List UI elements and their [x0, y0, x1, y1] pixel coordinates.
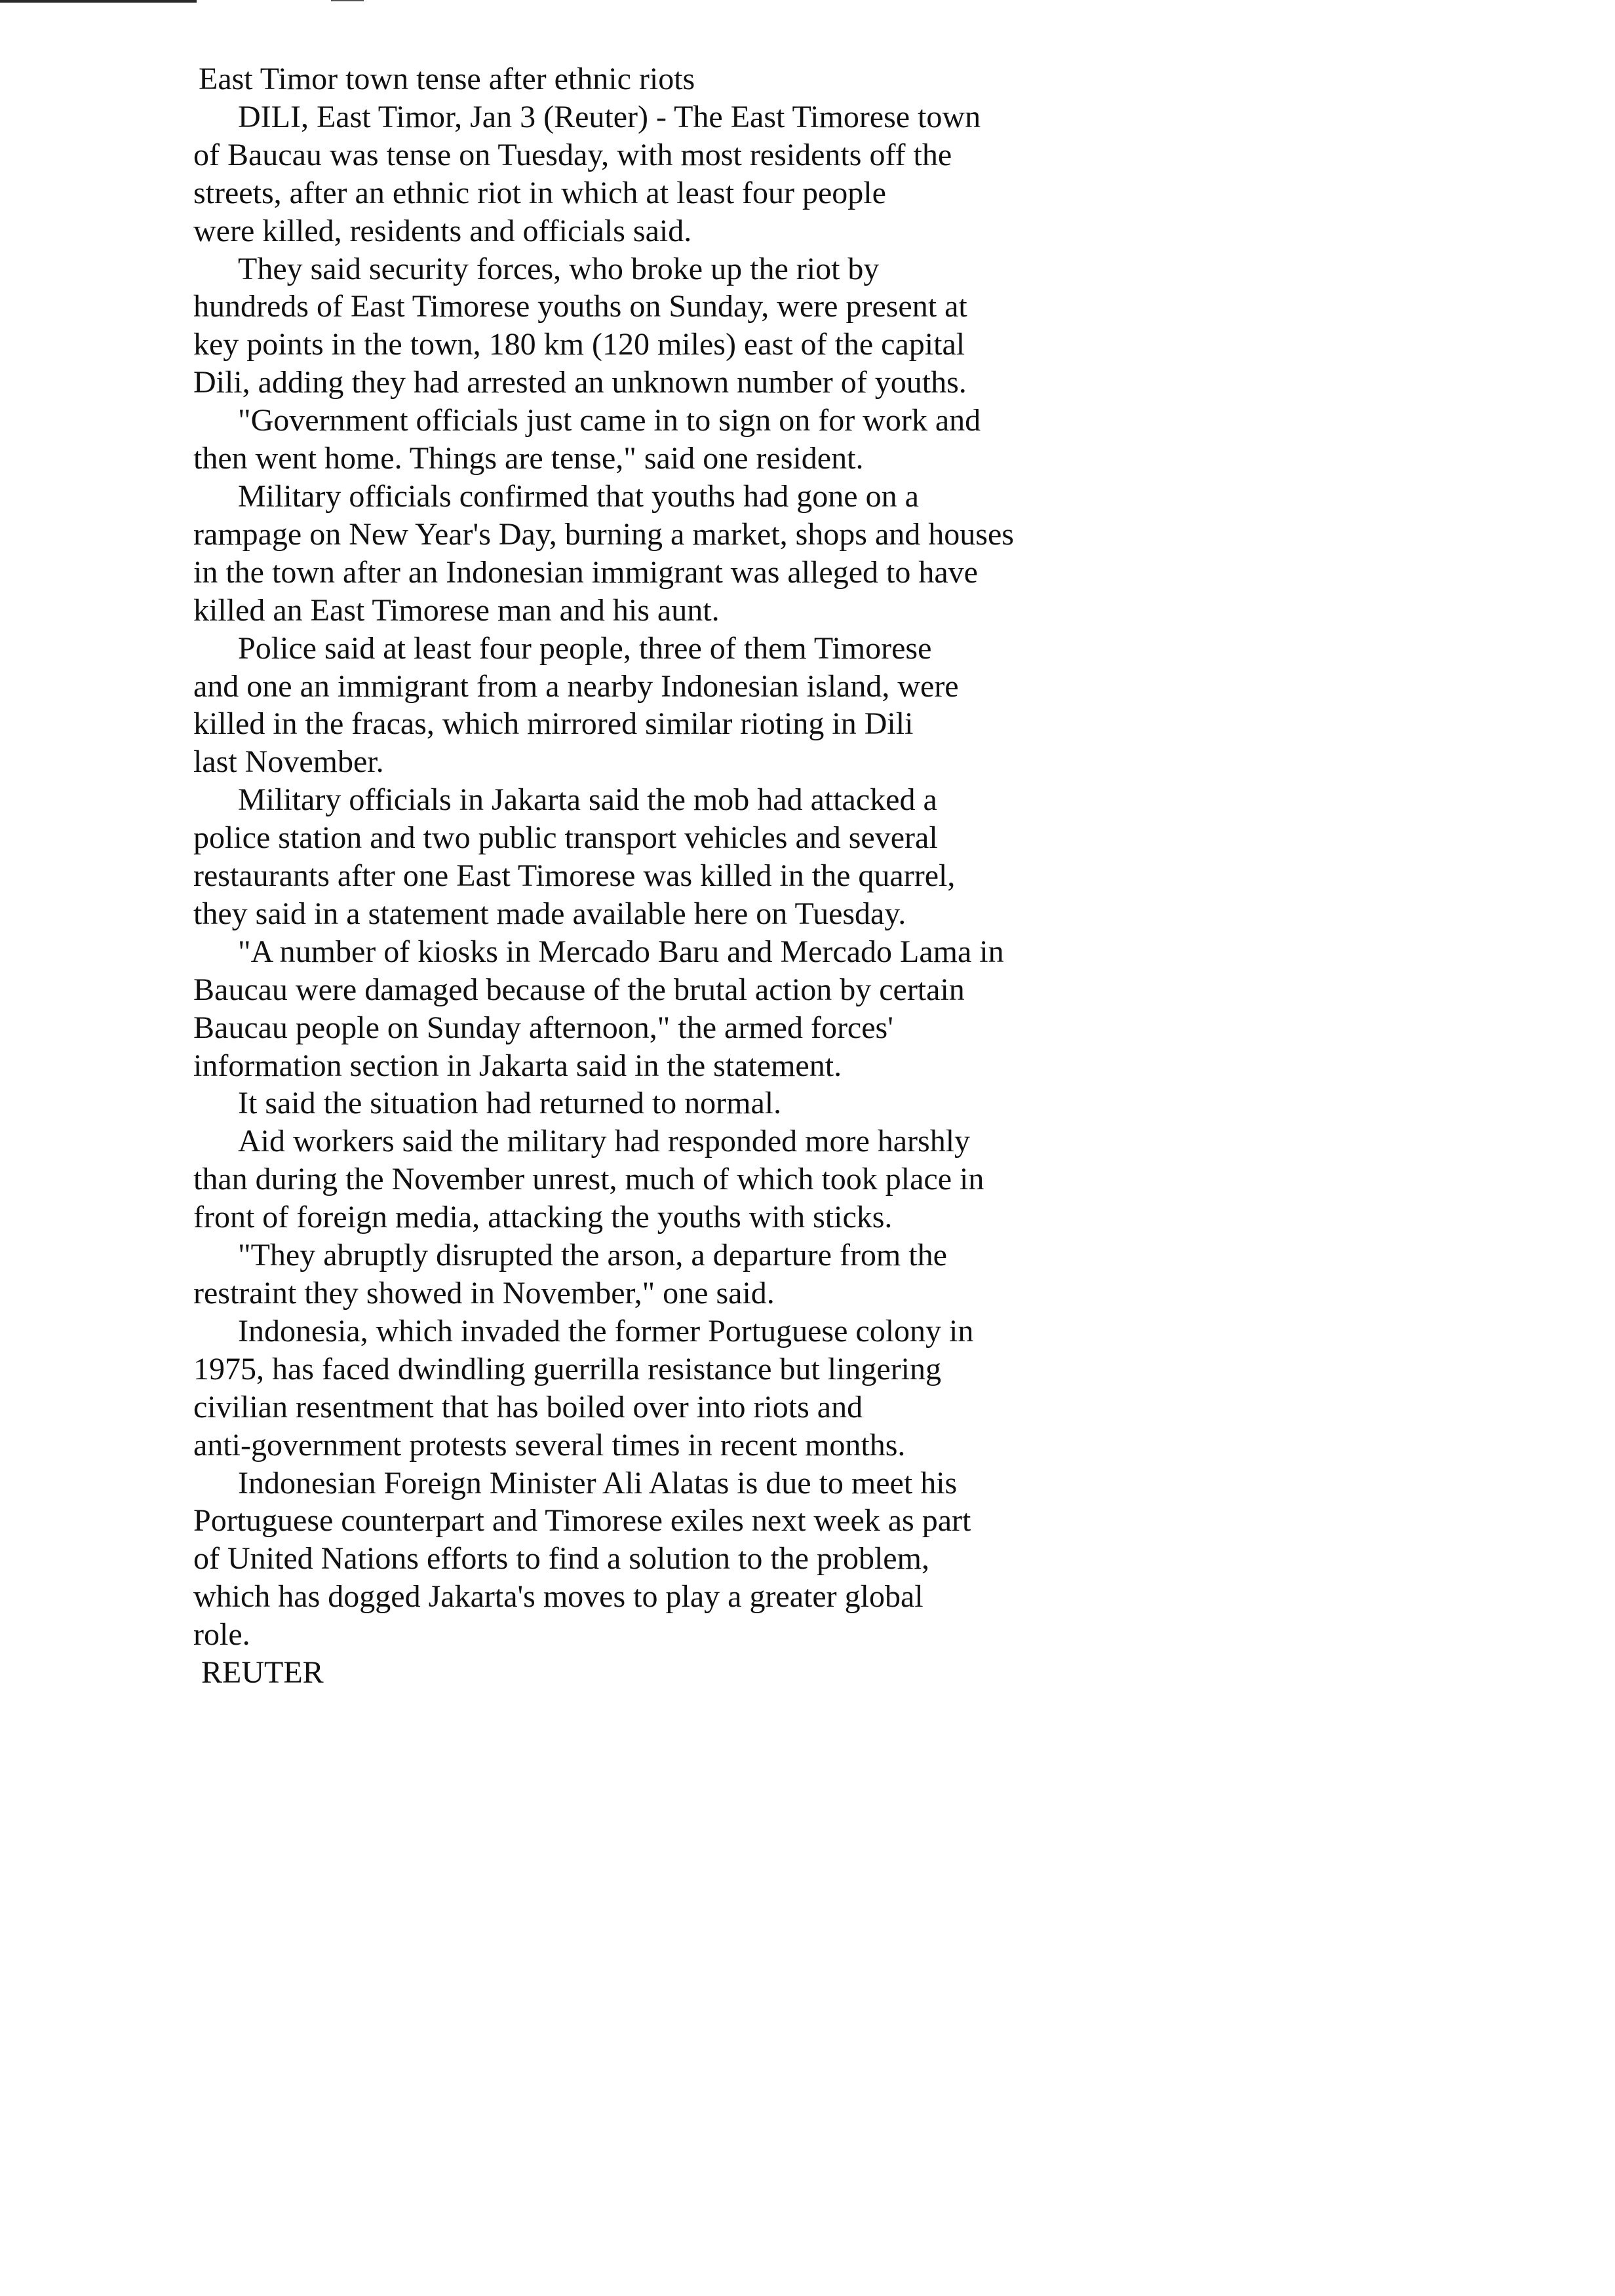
body-line: "A number of kiosks in Mercado Baru and Mercado Lama in	[238, 934, 1004, 969]
body-line: killed in the fracas, which mirrored similar rioting in Dili	[193, 706, 914, 742]
body-line: in the town after an Indonesian immigrant was alleged to have	[193, 554, 978, 590]
headline: East Timor town tense after ethnic riots	[199, 62, 695, 96]
body-line: then went home. Things are tense," said one resident.	[193, 441, 864, 476]
signoff: REUTER	[201, 1655, 324, 1691]
body-line: Indonesian Foreign Minister Ali Alatas is due to meet his	[238, 1465, 958, 1501]
body-line: Baucau people on Sunday afternoon," the armed forces'	[193, 1010, 893, 1045]
body-line: Military officials in Jakarta said the mob had attacked a	[238, 782, 937, 818]
body-line: front of foreign media, attacking the youths with sticks.	[193, 1200, 893, 1235]
body-line: They said security forces, who broke up the riot by	[238, 251, 880, 286]
body-line: and one an immigrant from a nearby Indonesian island, were	[193, 668, 959, 704]
body-line: killed an East Timorese man and his aunt.	[193, 592, 720, 628]
body-line: of United Nations efforts to find a solution to the problem,	[193, 1541, 929, 1577]
body-line: Baucau were damaged because of the brutal action by certain	[193, 972, 965, 1007]
body-line: were killed, residents and officials said.	[193, 213, 692, 248]
body-line: Aid workers said the military had responded more harshly	[238, 1124, 971, 1159]
article	[193, 60, 1124, 1692]
body-line: they said in a statement made available here on Tuesday.	[193, 896, 906, 931]
body-line: restaurants after one East Timorese was killed in the quarrel,	[193, 858, 956, 894]
body-line: Portuguese counterpart and Timorese exiles next week as part	[193, 1503, 971, 1539]
body-line: rampage on New Year's Day, burning a market, shops and houses	[193, 516, 1014, 552]
body-line: information section in Jakarta said in the statement.	[193, 1048, 842, 1083]
scan-edge-mark	[0, 0, 197, 3]
body-line: restraint they showed in November," one said.	[193, 1276, 775, 1311]
body-line: streets, after an ethnic riot in which at least four people	[193, 175, 886, 210]
body-line: 1975, has faced dwindling guerrilla resistance but lingering	[193, 1351, 942, 1387]
body-line: anti-government protests several times in recent months.	[193, 1427, 906, 1463]
body-line: Military officials confirmed that youths had gone on a	[238, 478, 919, 514]
body-line: DILI, East Timor, Jan 3 (Reuter) - The East Timorese town	[238, 99, 981, 134]
body-line: Police said at least four people, three of them Timorese	[238, 630, 932, 666]
body-line: It said the situation had returned to normal.	[238, 1086, 782, 1121]
article-body	[193, 98, 1124, 1654]
body-line: Indonesia, which invaded the former Portuguese colony in	[238, 1313, 974, 1349]
body-line: than during the November unrest, much of which took place in	[193, 1162, 984, 1197]
body-line: hundreds of East Timorese youths on Sunday, were present at	[193, 289, 967, 324]
body-line: "They abruptly disrupted the arson, a departure from the	[238, 1238, 947, 1273]
body-line: key points in the town, 180 km (120 miles) east of the capital	[193, 327, 965, 362]
body-line: of Baucau was tense on Tuesday, with most residents off the	[193, 137, 952, 172]
body-line: Dili, adding they had arrested an unknown number of youths.	[193, 365, 967, 400]
body-line: which has dogged Jakarta's moves to play a greater global	[193, 1579, 924, 1615]
body-line: last November.	[193, 744, 384, 780]
scan-edge-mark	[331, 0, 364, 1]
body-line: role.	[193, 1617, 250, 1653]
body-line: police station and two public transport vehicles and several	[193, 820, 938, 856]
body-line: civilian resentment that has boiled over into riots and	[193, 1389, 863, 1425]
body-line: "Government officials just came in to sign on for work and	[238, 403, 981, 438]
